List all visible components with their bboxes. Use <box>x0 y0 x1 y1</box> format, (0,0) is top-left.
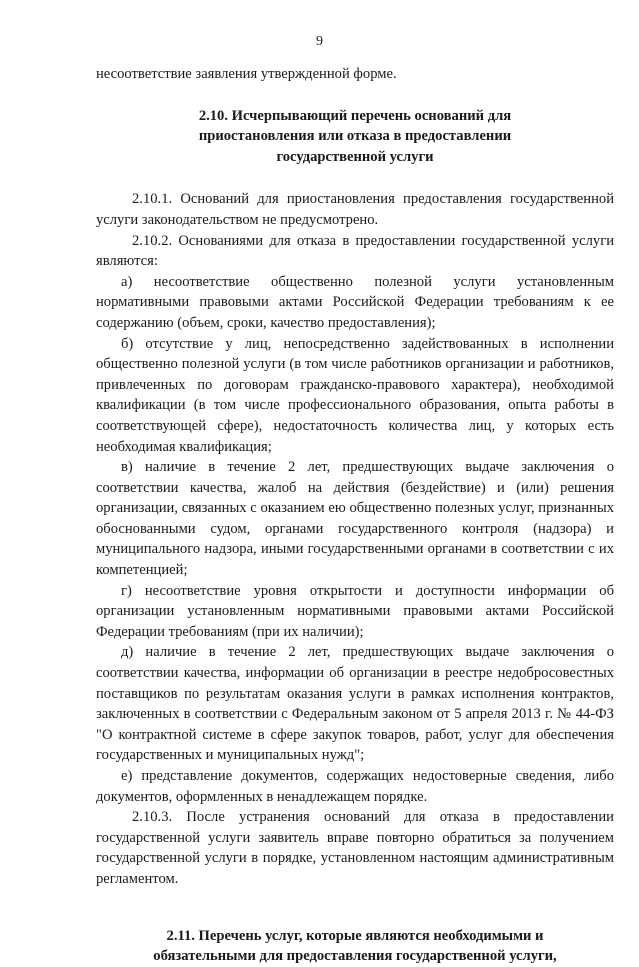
list-item-d: д) наличие в течение 2 лет, предшествующих выдаче заключения о соответствии качества, информации об организации в реестре недобросовестных поставщиков по результатам оказания услуги в рамках исполнения контрактов, заключенных в соответствии с Федеральным законом от 5 апреля 2013 г. № 44-ФЗ "О контрактной системе в сфере закупок товаров, работ, услуг для обеспечения государственных и муниципальных нужд"; <box>96 644 614 764</box>
paragraph-intro-tail: несоответствие заявления утвержденной форме. <box>96 66 397 82</box>
list-item-v: в) наличие в течение 2 лет, предшествующих выдаче заключения о соответствии качества, жалоб на действия (бездействие) и (или) решения организации, связанных с оказанием ею общественно полезных услуг, признанных обоснованными судом, органами государственного контроля (надзора) и муниципального надзора, иными государственными органами в соответствии с их компетенцией; <box>96 459 614 579</box>
paragraph-2-10-1: 2.10.1. Оснований для приостановления предоставления государственной услуги законодательством не предусмотрено. <box>96 191 614 228</box>
list-item-e: е) представление документов, содержащих недостоверные сведения, либо документов, оформленных в ненадлежащем порядке. <box>96 768 614 805</box>
section-heading-2-10: 2.10. Исчерпывающий перечень оснований для приостановления или отказа в предоставлении государственной услуги <box>198 107 512 165</box>
section-heading-2-11: 2.11. Перечень услуг, которые являются необходимыми и обязательными для предоставления государственной услуги, <box>153 927 557 965</box>
paragraph-2-10-2: 2.10.2. Основаниями для отказа в предоставлении государственной услуги являются: <box>96 232 614 270</box>
page-number: 9 <box>316 34 323 49</box>
list-item-g: г) несоответствие уровня открытости и доступности информации об организации установленным нормативными правовыми актами Российской Федерации требованиям (при их наличии); <box>96 582 614 640</box>
document-body <box>96 64 614 967</box>
paragraph-2-10-3: 2.10.3. После устранения оснований для отказа в предоставлении государственной услуги заявитель вправе повторно обратиться за получением государственной услуги в порядке, установленном настоящим административным регламентом. <box>96 809 614 887</box>
list-item-a: а) несоответствие общественно полезной услуги установленным нормативными правовыми актами Российской Федерации требованиям к ее содержанию (объем, сроки, качество предоставления); <box>96 273 614 331</box>
list-item-b: б) отсутствие у лиц, непосредственно задействованных в исполнении общественно полезной услуги (в том числе работников организации и работников, привлеченных по договорам гражданско-правового характера), необходимой квалификации (в том числе профессионального образования, опыта работы в соответствующей сфере), недостаточность количества лиц, у которых есть необходимая квалификация; <box>96 335 614 455</box>
